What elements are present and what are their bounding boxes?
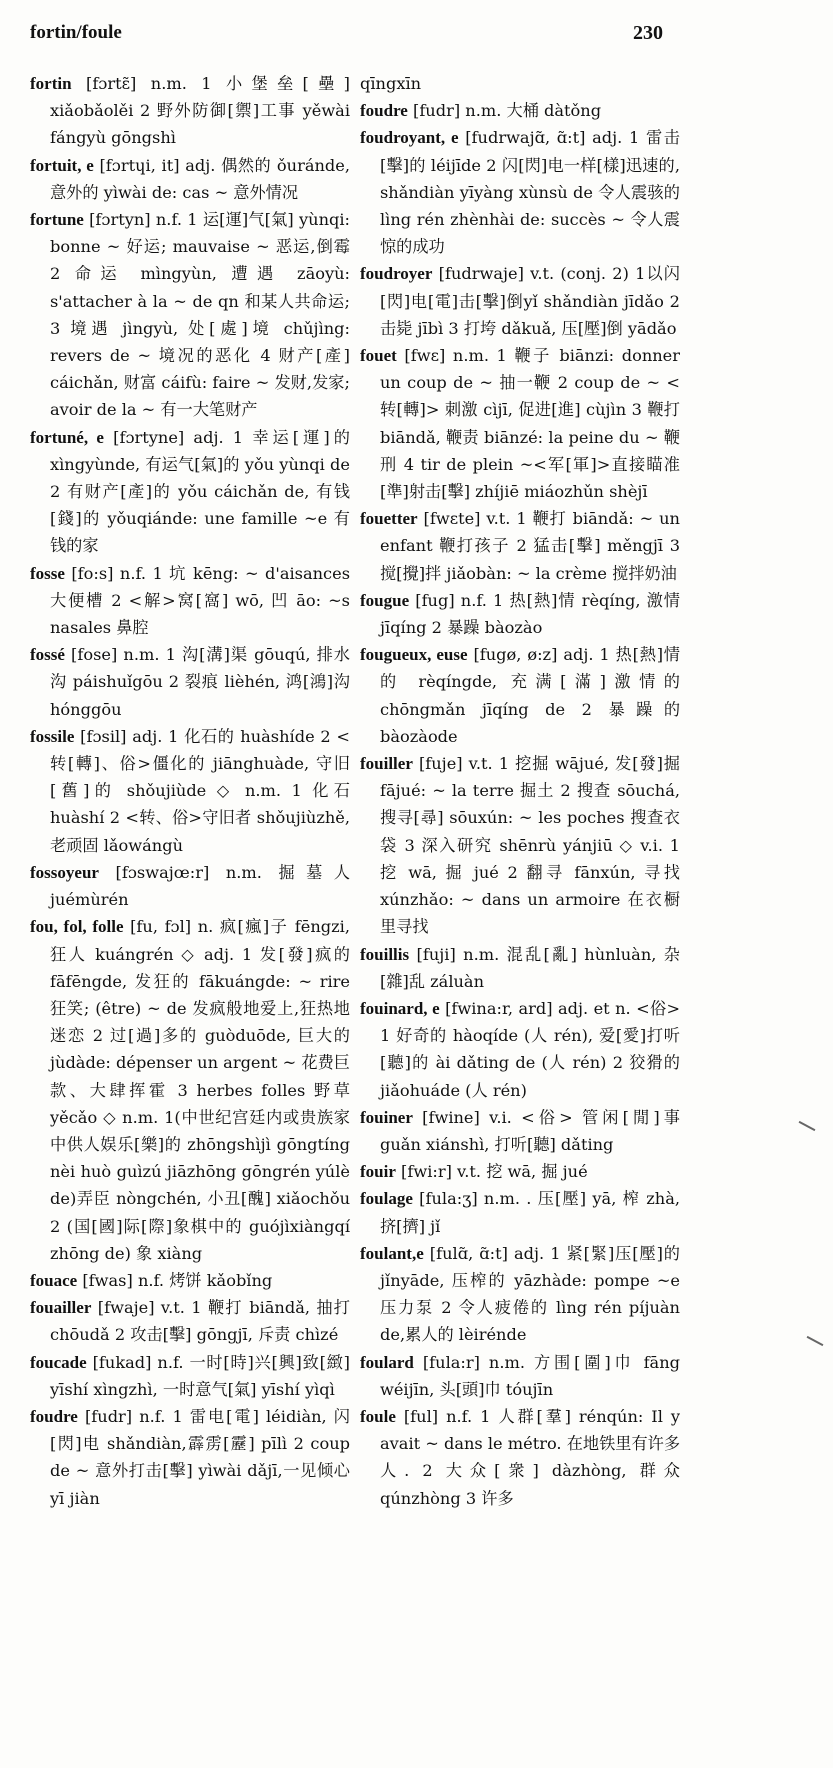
entry-headword: fouiller [360, 754, 413, 774]
entry-headword: fouillis [360, 944, 410, 964]
dictionary-entry [360, 941, 680, 995]
entry-headword: foudroyant, e [360, 128, 459, 148]
entry-definition: [fɔsil] adj. 1 化石的 huàshíde 2 <转[轉]、俗>僵化的 jiānghuàde, 守旧[舊]的 shǒujiùde ◇ n.m. 1 化石 huàshí 2 <转、俗>守旧者 shǒujiùzhě, 老顽固 lǎowángù [50, 726, 350, 855]
entry-headword: fossoyeur [30, 862, 99, 882]
entry-headword: foudroyer [360, 264, 433, 284]
entry-definition: [fugø, ø:z] adj. 1 热[熱]情的 rèqíngde, 充满[滿]激情的 chōngmǎn jīqíng de 2 暴躁的 bàozàode [380, 645, 680, 746]
entry-definition: [fulɑ̃, ɑ̃:t] adj. 1 紧[緊]压[壓]的 jǐnyāde, 压榨的 yāzhàde: pompe ~e 压力泵 2 令人疲倦的 lìng rén píjuàn de,累人的 lèirénde [380, 1243, 680, 1345]
dictionary-entry [360, 1104, 680, 1158]
dictionary-entry [360, 587, 680, 641]
right-column [360, 70, 680, 1512]
entry-definition: qīngxīn [360, 74, 422, 93]
entry-headword: fougue [360, 590, 410, 610]
entry-headword: foule [360, 1406, 396, 1426]
dictionary-entry [360, 641, 680, 750]
entry-definition: [fwaje] v.t. 1 鞭打 biāndǎ, 抽打 chōudǎ 2 攻击[擊] gōngjī, 斥责 chìzé [50, 1298, 350, 1345]
dictionary-entry [360, 260, 680, 342]
dictionary-entry [360, 1349, 680, 1403]
entry-definition: [fwɛ] n.m. 1 鞭子 biānzi: donner un coup de ~ 抽一鞭 2 coup de ~ <转[轉]> 刺激 cìjī, 促进[進] cùjìn 3 鞭打 biāndǎ, 鞭责 biānzé: la peine du ~ 鞭刑 4 tir de plein ~<军[軍]>直接瞄准[準]射击[擊] zhíjiē miáozhǔn shèjī [380, 346, 680, 502]
entry-definition: [fug] n.f. 1 热[熱]情 rèqíng, 激情 jīqíng 2 暴躁 bàozào [380, 590, 680, 638]
entry-definition: [fwina:r, ard] adj. et n. <俗> 1 好奇的 hàoqíde (人 rén), 爱[愛]打听[聽]的 ài dǎting de (人 rén) 2 狡猾的 jiǎohuáde (人 rén) [380, 998, 681, 1100]
entry-headword: fouiner [360, 1107, 413, 1127]
dictionary-entry [30, 723, 350, 859]
dictionary-entry [360, 505, 680, 587]
entry-definition: [fula:r] n.m. 方围[圍]巾 fāng wéijīn, 头[頭]巾 tóujīn [380, 1352, 680, 1399]
entry-headword: fouace [30, 1270, 78, 1290]
entry-headword: foudre [30, 1406, 78, 1426]
dictionary-entry [360, 1240, 680, 1349]
entry-definition: [fɔrtɛ̃] n.m. 1 小堡垒[壘] xiǎobǎolěi 2 野外防御[禦]工事 yěwài fángyù gōngshì [50, 74, 350, 148]
entry-headword: fou, fol, folle [30, 917, 124, 937]
entry-headword: fossé [30, 645, 65, 665]
entry-definition: [fudrwaje] v.t. (conj. 2) 1以闪[閃]电[電]击[擊]倒yǐ shǎndiàn jīdǎo 2 击毙 jībì 3 打垮 dǎkuǎ, 压[壓]倒 yādǎo [380, 264, 680, 338]
dictionary-entry [360, 1403, 680, 1512]
entry-headword: fosse [30, 563, 65, 583]
entry-definition: [fu, fɔl] n. 疯[瘋]子 fēngzi, 狂人 kuángrén ◇ adj. 1 发[發]疯的 fāfēngde, 发狂的 fākuángde: ~ rire 狂笑; (être) ~ de 发疯般地爱上,狂热地迷恋 2 过[過]多的 guòduōde, 巨大的 jùdàde: dépenser un argent ~ 花费巨款、大肆挥霍 3 herbes folles 野草 yěcǎo ◇ n.m. 1(中世纪宫廷内或贵族家中供人娱乐[樂]的 zhōngshìjì gōngtíng nèi huò guìzú jiāzhōng gōngrén yúlè de)弄臣 nòngchén, 小丑[醜] xiǎochǒu 2 (国[國]际[際]象棋中的 guójìxiàngqí zhōng de) 象 xiàng [50, 917, 350, 1263]
entry-headword: fouailler [30, 1298, 92, 1318]
entry-headword: fouir [360, 1162, 396, 1182]
entry-definition: [fwas] n.f. 烤饼 kǎobǐng [77, 1270, 273, 1290]
dictionary-entry [360, 1158, 680, 1185]
entry-definition: [ful] n.f. 1 人群[羣] rénqún: Il y avait ~ dans le métro. 在地铁里有许多人. 2 大众[衆] dàzhòng, 群众 qúnzhòng 3 许多 [380, 1406, 681, 1508]
dictionary-entry [30, 424, 350, 560]
entry-headword: foulant,e [360, 1243, 424, 1263]
dictionary-entry [30, 152, 350, 206]
entry-definition: [fuji] n.m. 混乱[亂] hùnluàn, 杂[雜]乱 záluàn [380, 944, 680, 991]
entry-definition: [fwi:r] v.t. 挖 wā, 掘 jué [395, 1162, 588, 1182]
dictionary-entry [360, 124, 680, 260]
entry-headword: foulage [360, 1189, 413, 1209]
dictionary-entry [30, 560, 350, 642]
running-head [30, 22, 663, 46]
entry-headword: foudre [360, 101, 408, 121]
running-head-words: fortin/foule [30, 22, 122, 43]
entry-headword: fouet [360, 346, 397, 366]
entry-headword: fortuit, e [30, 155, 94, 175]
entry-definition: [fose] n.m. 1 沟[溝]渠 gōuqú, 排水沟 páishuǐgōu 2 裂痕 lièhén, 鸿[鴻]沟 hónggōu [50, 645, 350, 719]
entry-headword: fossile [30, 726, 75, 746]
dictionary-entry [30, 70, 350, 152]
entry-headword: fouinard, e [360, 998, 440, 1018]
dictionary-entry [360, 750, 680, 940]
dictionary-entry [30, 1267, 350, 1294]
entry-definition: [fo:s] n.f. 1 坑 kēng: ~ d'aisances 大便槽 2 <解>窝[窩] wō, 凹 āo: ~s nasales 鼻腔 [50, 563, 350, 638]
entry-definition: [fɔrtɥi, it] adj. 偶然的 ǒuránde, 意外的 yìwài de: cas ~ 意外情况 [50, 155, 350, 202]
entry-definition: [fɔswajœ:r] n.m. 掘墓人 juémùrén [50, 862, 350, 910]
entry-definition: [fudr] n.f. 1 雷电[電] léidiàn, 闪[閃]电 shǎndiàn,霹雳[靂] pīlì 2 coup de ~ 意外打击[擊] yìwài dǎjī,一见倾心 yī jiàn [50, 1406, 350, 1508]
entry-definition: [fɔrtyn] n.f. 1 运[運]气[氣] yùnqi: bonne ~ 好运; mauvaise ~ 恶运,倒霉 2 命运 mìngyùn, 遭遇 zāoyù: s'attacher à la ~ de qn 和某人共命运; 3 境遇 jìngyù, 处[處]境 chǔjìng: revers de ~ 境况的恶化 4 财产[產] cáichǎn, 财富 cáifù: faire ~ 发财,发家; avoir de la ~ 有一大笔财产 [50, 210, 350, 420]
scan-margin-mark [799, 1121, 816, 1131]
entry-definition: [fukad] n.f. 一时[時]兴[興]致[緻] yīshí xìngzhì, 一时意气[氣] yīshí yìqì [50, 1352, 350, 1399]
entry-headword: foulard [360, 1352, 414, 1372]
page-number: 230 [633, 22, 663, 44]
entry-headword: fortuné, e [30, 427, 104, 447]
entry-headword: fouetter [360, 509, 418, 529]
scan-margin-mark [807, 1336, 824, 1346]
dictionary-entry [30, 859, 350, 913]
entry-definition: [fwɛte] v.t. 1 鞭打 biāndǎ: ~ un enfant 鞭打孩子 2 猛击[擊] měngjī 3 搅[攪]拌 jiǎobàn: ~ la crème 搅拌奶油 [380, 509, 680, 583]
dictionary-entry [30, 1403, 350, 1512]
entry-definition: [fuje] v.t. 1 挖掘 wājué, 发[發]掘 fājué: ~ la terre 掘土 2 搜查 sōuchá, 搜寻[尋] sōuxún: ~ les poches 搜查衣袋 3 深入研究 shēnrù yánjiū ◇ v.i. 1 挖 wā, 掘 jué 2 翻寻 fānxún, 寻找 xúnzhǎo: ~ dans un armoire 在衣橱里寻找 [380, 754, 680, 937]
dictionary-entry [360, 70, 680, 97]
dictionary-entry [30, 206, 350, 424]
entry-definition: [fula:ʒ] n.m. . 压[壓] yā, 榨 zhà, 挤[擠] jǐ [380, 1189, 680, 1236]
dictionary-entry [30, 1349, 350, 1403]
entry-definition: [fɔrtyne] adj. 1 幸运[運]的 xìngyùnde, 有运气[氣]的 yǒu yùnqi de 2 有财产[產]的 yǒu cáichǎn de, 有钱[錢]的 yǒuqiánde: une famille ~e 有钱的家 [50, 427, 350, 556]
dictionary-entry [360, 1185, 680, 1239]
dictionary-entry [30, 641, 350, 723]
entry-headword: foucade [30, 1352, 87, 1372]
entry-definition: [fudr] n.m. 大桶 dàtǒng [407, 101, 602, 121]
entry-definition: [fudrwajɑ̃, ɑ̃:t] adj. 1 雷击[擊]的 léijīde 2 闪[閃]电一样[樣]迅速的, shǎndiàn yīyàng xùnsù de 令人震骇的 lìng rén zhènhài de: succès ~ 令人震惊的成功 [380, 128, 680, 257]
entry-headword: fortin [30, 74, 72, 93]
entry-headword: fortune [30, 210, 84, 230]
entry-definition: [fwine] v.i. <俗> 管闲[閒]事 guǎn xiánshì, 打听[聽] dǎting [380, 1107, 680, 1154]
dictionary-entry [360, 97, 680, 124]
dictionary-entry [360, 342, 680, 505]
dictionary-entry [30, 913, 350, 1267]
dictionary-entry [360, 995, 680, 1104]
entry-headword: fougueux, euse [360, 645, 468, 665]
dictionary-entry [30, 1294, 350, 1348]
left-column [30, 70, 350, 1512]
